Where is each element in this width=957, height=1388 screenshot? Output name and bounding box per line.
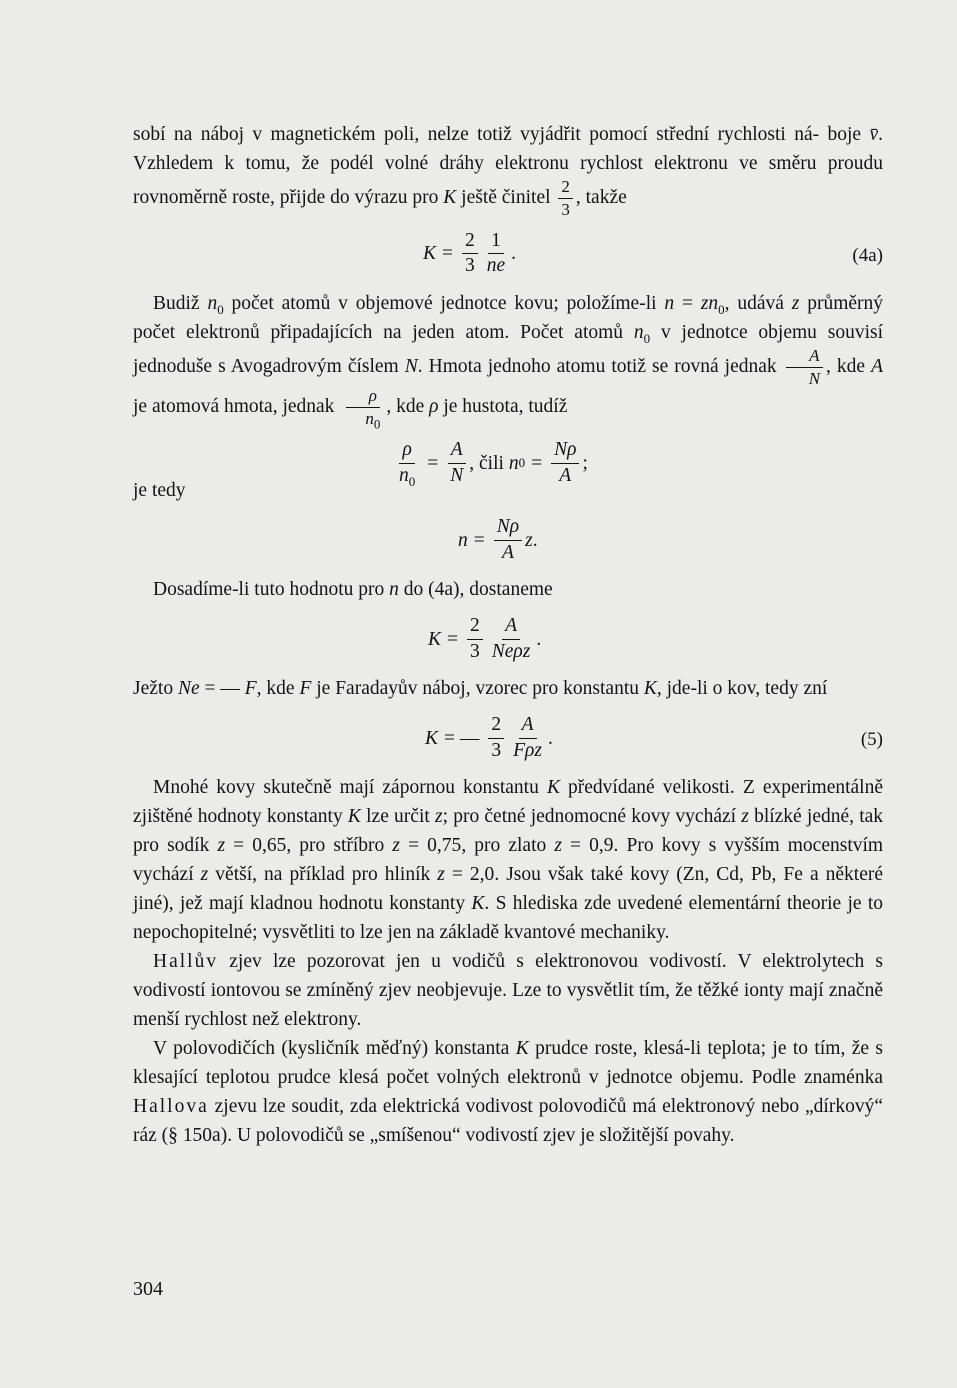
page-text (133, 120, 883, 1150)
paragraph-intro: sobí na náboj v magnetickém poli, nelze totiž vyjádřit pomocí střední rychlosti ná- boje v̄. Vzhledem k tomu, že podél volné dráhy elektronu rychlost elektronu ve směru proudu rovnoměrně roste, přijde do výrazu pro K ještě činitel $\frac{2}{3}$ , takže (133, 124, 884, 219)
paragraph-substitute: Dosadíme-li tuto hodnotu pro n do (4a), dostaneme (153, 579, 553, 601)
equation-4a: K = $\frac{2}{3}$ $\frac{1}{ne}$ . (4a) (423, 229, 883, 277)
equation-rho-n0: $\frac{\rho}{n_0}$ = $\frac{A}{N}$ , čili n 0 = $\frac{N\rho}{A}$ ; (399, 439, 588, 489)
fraction-two-thirds: $\frac{2}{3}$ (558, 178, 573, 219)
paragraph-faraday: Ježto Ne = — F, kde F je Faradayův náboj, vzorec pro konstantu K, jde-li o kov, tedy zní (133, 678, 828, 700)
equation-number-4a: (4a) (852, 244, 883, 266)
paragraph-hall: Hallův zjev lze pozorovat jen u vodičů s elektronovou vodivostí. V elektrolytech s vodivostí iontovou se zmíněný zjev neobjevuje. Lze to vysvětlit tím, že těžké ionty mají značně menší rychlost než elektrony. (133, 951, 883, 1031)
equation-number-5: (5) (860, 729, 883, 751)
paragraph-atoms: Budiž $n_0$ počet atomů v objemové jednotce kovu; položíme-li $n = zn_0$, udává z průměrný počet elektronů připadajících na jeden atom. Počet atomů $n_0$ v jednotce objemu souvisí jednoduše s Avogadrovým číslem N. Hmota jednoho atomu totiž se rovná jednak $\frac{A}{N}$ , kde A je atomová hmota, jednak $\frac{\rho}{n_0}$ , kde ρ je hustota, tudíž (133, 292, 884, 432)
paragraph-metals: Mnohé kovy skutečně mají zápornou konstantu K předvídané velikosti. Z experimentálně zjištěné hodnoty konstanty K lze určit z; pro četné jednomocné kovy vychází z blízké jedné, tak pro sodík z = 0,65, pro stříbro z = 0,75, pro zlato z = 0,9. Pro kovy s vyšším mocenstvím vychází z větší, na příklad pro hliník z = 2,0. Jsou však také kovy (Zn, Cd, Pb, Fe a některé jiné), jež mají kladnou hodnotu konstanty K. S hlediska zde uvedené elementární theorie je to nepochopitelné; vysvětliti to lze jen na základě kvantové mechaniky. (133, 777, 884, 944)
page-number: 304 (133, 1278, 163, 1300)
equation-n: n = $\frac{N\rho}{A}$ z . (458, 516, 538, 563)
text-je-tedy: je tedy (133, 480, 186, 502)
equation-K-substituted: K = $\frac{2}{3}$ $\frac{A}{\text{Neρz}}$ . (428, 615, 542, 662)
equation-5: K = — $\frac{2}{3}$ $\frac{A}{\text{Fρz}}$ . (5) (425, 714, 883, 761)
paragraph-semiconductors: V polovodičích (kysličník měďný) konstanta K prudce roste, klesá-li teplota; je to tím, že s klesající teplotou prudce klesá počet volných elektronů v jednotce objemu. Podle znaménka Hallova zjevu lze soudit, zda elektrická vodivost polovodičů má elektronový nebo „dírkový“ ráz (§ 150a). U polovodičů se „smíšenou“ vodivostí zjev je složitější povahy. (133, 1038, 884, 1147)
